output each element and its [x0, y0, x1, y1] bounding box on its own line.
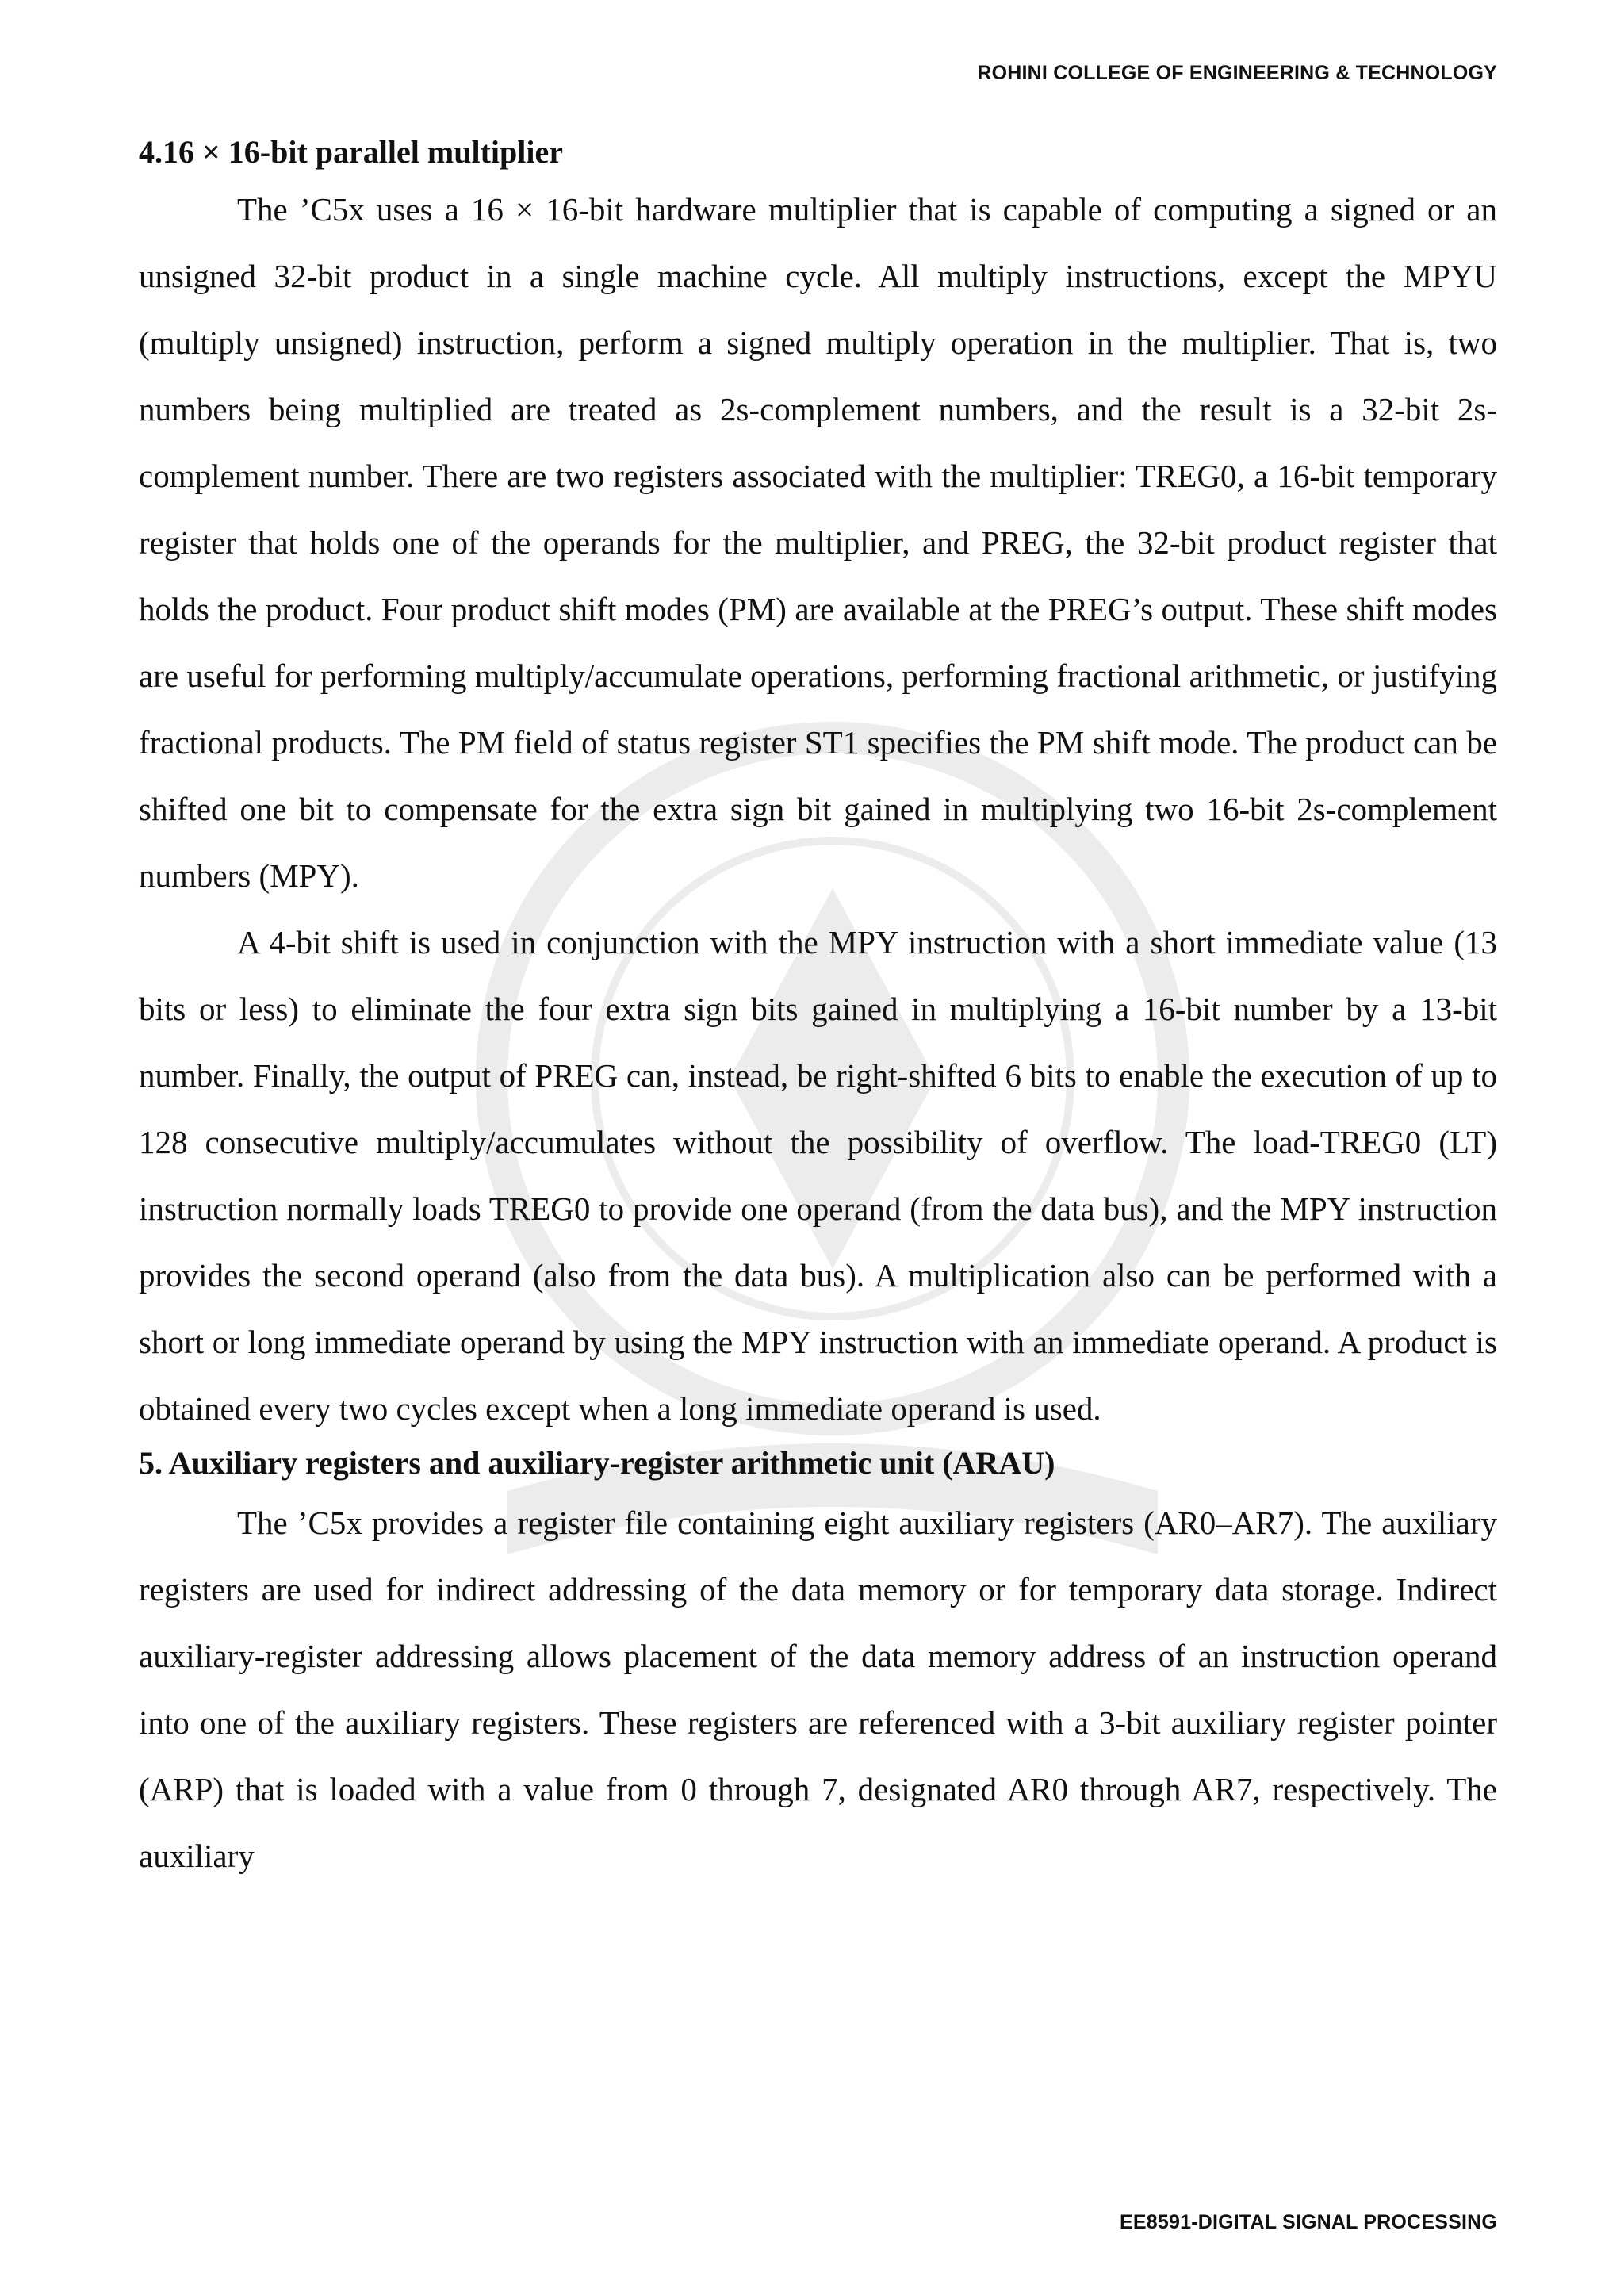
paragraph-auxiliary-registers: The ’C5x provides a register file containing eight auxiliary registers (AR0–AR7). The auxiliary registers are used for indirect addressing of the data memory or for temporary data storage. Indirect auxiliary-register addressing allows placement of the data memory address of an instruction operand into one of the auxiliary registers. These registers are referenced with a 3-bit auxiliary register pointer (ARP) that is loaded with a value from 0 through 7, designated AR0 through AR7, respectively. The auxiliary [139, 1504, 1497, 1874]
section-heading-multiplier: 4.16 × 16-bit parallel multiplier [139, 134, 563, 170]
paragraph-multiplier-overview: The ’C5x uses a 16 × 16-bit hardware multiplier that is capable of computing a signed or an unsigned 32-bit product in a single machine cycle. All multiply instructions, except the MPYU (multiply unsigned) instruction, perform a signed multiply operation in the multiplier. That is, two numbers being multiplied are treated as 2s-complement numbers, and the result is a 32-bit 2s-complement number. There are two registers associated with the multiplier: TREG0, a 16-bit temporary register that holds one of the operands for the multiplier, and PREG, the 32-bit product register that holds the product. Four product shift modes (PM) are available at the PREG’s output. These shift modes are useful for performing multiply/accumulate operations, performing fractional arithmetic, or justifying fractional products. The PM field of status register ST1 specifies the PM shift mode. The product can be shifted one bit to compensate for the extra sign bit gained in multiplying two 16-bit 2s-complement numbers (MPY). [139, 191, 1497, 894]
section-heading-auxiliary-registers: 5. Auxiliary registers and auxiliary-register arithmetic unit (ARAU) [139, 1445, 1055, 1481]
paragraph-multiplier-shift: A 4-bit shift is used in conjunction with the MPY instruction with a short immediate value (13 bits or less) to eliminate the four extra sign bits gained in multiplying a 16-bit number by a 13-bit number. Finally, the output of PREG can, instead, be right-shifted 6 bits to enable the execution of up to 128 consecutive multiply/accumulates without the possibility of overflow. The load-TREG0 (LT) instruction normally loads TREG0 to provide one operand (from the data bus), and the MPY instruction provides the second operand (also from the data bus). A multiplication also can be performed with a short or long immediate operand by using the MPY instruction with an immediate operand. A product is obtained every two cycles except when a long immediate operand is used. [139, 924, 1497, 1427]
page-header-institution: ROHINI COLLEGE OF ENGINEERING & TECHNOLOGY [977, 62, 1497, 84]
page-footer-course: EE8591-DIGITAL SIGNAL PROCESSING [1120, 2211, 1497, 2233]
document-body [139, 133, 1497, 1889]
